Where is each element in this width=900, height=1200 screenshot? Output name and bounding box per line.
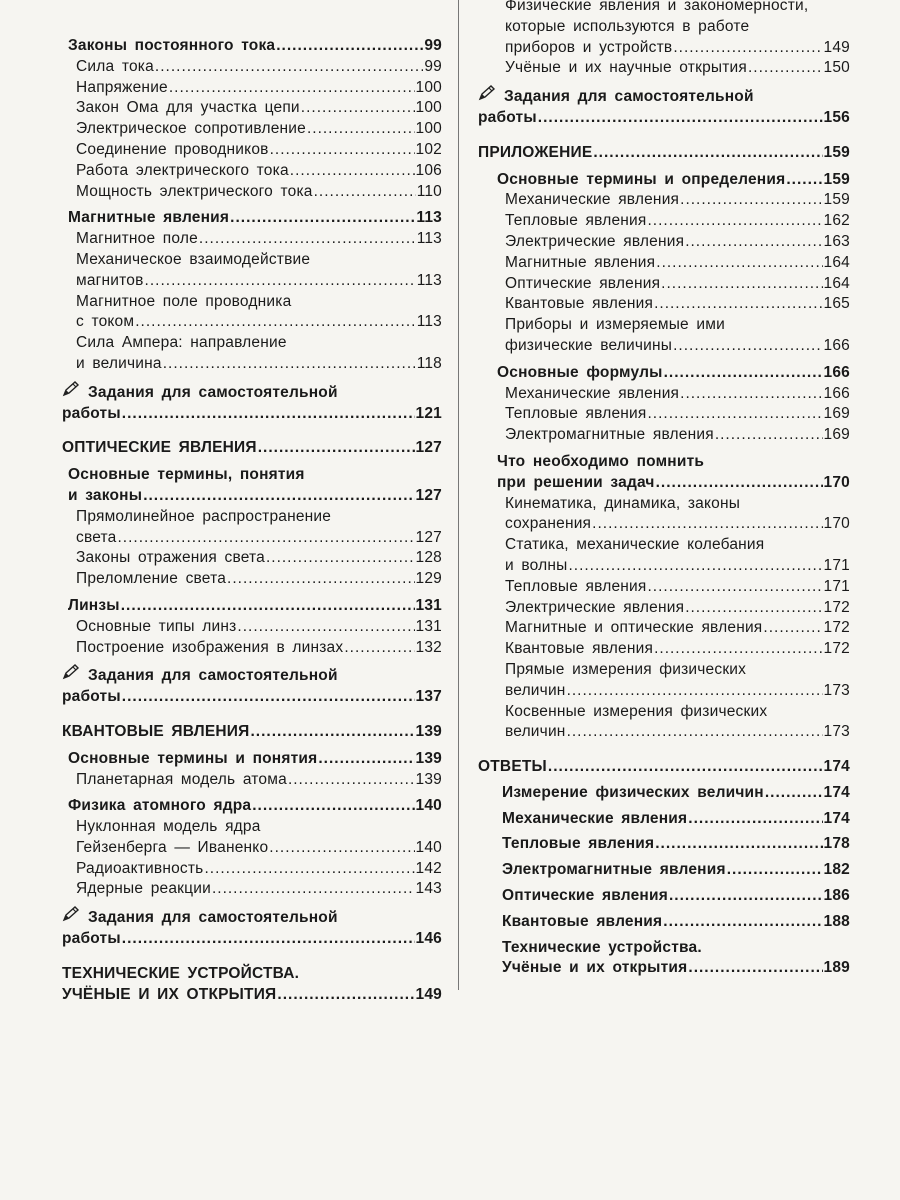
toc-entry-item[interactable] — [62, 182, 442, 203]
toc-entry-sub[interactable] — [478, 452, 850, 494]
dot-leader — [314, 182, 416, 203]
toc-entry-item[interactable] — [62, 817, 442, 859]
toc-entry-title: Законы отражения света — [76, 549, 265, 567]
toc-entry-task[interactable] — [62, 381, 442, 425]
toc-entry-title: Радиоактивность — [76, 859, 204, 877]
toc-entry-title: Задания для самостоятельной — [88, 667, 338, 685]
page-number: 139 — [415, 722, 442, 740]
dot-leader — [122, 929, 415, 950]
toc-entry-title: Прямолинейное распространение — [76, 507, 332, 525]
dot-leader — [727, 860, 823, 881]
toc-entry-item[interactable] — [478, 315, 850, 357]
toc-entry-title: и законы — [68, 486, 143, 504]
page-number: 113 — [416, 230, 442, 248]
dot-leader — [688, 809, 822, 830]
toc-entry-item[interactable] — [62, 569, 442, 590]
toc-entry-title: Гейзенберга — Иваненко — [76, 838, 269, 856]
toc-entry-sub[interactable] — [62, 596, 442, 617]
page-number: 170 — [823, 515, 850, 533]
page-number: 174 — [823, 758, 850, 776]
page-number: 113 — [416, 271, 442, 289]
page-number: 132 — [415, 638, 442, 656]
dot-leader — [765, 783, 823, 804]
toc-entry-sub[interactable] — [62, 208, 442, 229]
toc-entry-sub[interactable] — [478, 170, 850, 191]
toc-entry-title: света — [76, 528, 117, 546]
toc-entry-answer[interactable] — [478, 886, 850, 907]
toc-entry-title: Напряжение — [76, 78, 168, 96]
toc-entry-title: Квантовые явления — [502, 912, 663, 930]
toc-entry-title: которые используются в работе — [505, 17, 750, 35]
toc-entry-title: Квантовые явления — [505, 640, 654, 658]
dot-leader — [169, 78, 415, 99]
toc-entry-section[interactable] — [62, 722, 442, 743]
toc-entry-title: Кинематика, динамика, законы — [505, 494, 741, 512]
toc-entry-item[interactable] — [62, 859, 442, 880]
page-number: 159 — [823, 191, 850, 209]
toc-entry-item[interactable] — [478, 404, 850, 425]
toc-entry-answer[interactable] — [478, 783, 850, 804]
dot-leader — [204, 859, 414, 880]
toc-entry-item[interactable] — [478, 253, 850, 274]
page-number: 127 — [415, 528, 442, 546]
toc-entry-title: Учёные и их научные открытия — [505, 59, 747, 77]
dot-leader — [593, 143, 822, 164]
toc-entry-section[interactable] — [478, 143, 850, 164]
dot-leader — [250, 722, 414, 743]
page-number: 139 — [415, 749, 442, 767]
toc-entry-item[interactable] — [478, 211, 850, 232]
dot-leader — [715, 425, 823, 446]
toc-entry-item[interactable] — [62, 229, 442, 250]
toc-entry-title: ПРИЛОЖЕНИЕ — [478, 143, 593, 161]
toc-entry-section[interactable] — [478, 757, 850, 778]
toc-entry-title: величин — [505, 723, 566, 741]
dot-leader — [688, 958, 822, 979]
page-number: 140 — [415, 838, 442, 856]
dot-leader — [538, 108, 823, 129]
toc-entry-item[interactable] — [478, 535, 850, 577]
toc-entry-sub[interactable] — [478, 363, 850, 384]
toc-entry-item[interactable] — [62, 507, 442, 549]
dot-leader — [122, 687, 415, 708]
dot-leader — [656, 253, 822, 274]
toc-entry-title: Магнитное поле проводника — [76, 292, 292, 310]
toc-entry-title: приборов и устройств — [505, 38, 673, 56]
toc-entry-answer[interactable] — [478, 938, 850, 980]
toc-entry-item[interactable] — [478, 232, 850, 253]
toc-entry-sub[interactable] — [62, 36, 442, 57]
toc-entry-title: Учёные и их открытия — [502, 959, 688, 977]
page-number: 129 — [415, 570, 442, 588]
page-number: 166 — [823, 336, 850, 354]
toc-entry-title: Задания для самостоятельной — [88, 383, 338, 401]
toc-entry-title: Электрические явления — [505, 598, 685, 616]
toc-entry-sub[interactable] — [62, 796, 442, 817]
toc-entry-sub[interactable] — [62, 749, 442, 770]
page-number: 150 — [823, 59, 850, 77]
dot-leader — [258, 438, 415, 459]
toc-entry-item[interactable] — [62, 333, 442, 375]
dot-leader — [155, 57, 423, 78]
toc-entry-title: Закон Ома для участка цепи — [76, 99, 300, 117]
toc-entry-title: Механическое взаимодействие — [76, 250, 311, 268]
dot-leader — [648, 211, 823, 232]
toc-entry-title: Линзы — [68, 596, 120, 614]
page-number: 131 — [415, 596, 442, 614]
toc-entry-item[interactable] — [478, 660, 850, 702]
toc-entry-item[interactable] — [478, 618, 850, 639]
toc-entry-item[interactable] — [478, 598, 850, 619]
dot-leader — [117, 528, 414, 549]
page-number: 113 — [416, 313, 442, 331]
dot-leader — [307, 119, 415, 140]
page-number: 100 — [415, 120, 442, 138]
page-number: 118 — [416, 354, 442, 372]
dot-leader — [673, 336, 822, 357]
toc-entry-title: и величина — [76, 354, 162, 372]
toc-entry-title: Измерение физических величин — [502, 783, 764, 801]
dot-leader — [277, 985, 414, 1006]
toc-entry-title: Работа электрического тока — [76, 161, 289, 179]
toc-entry-item[interactable] — [478, 0, 850, 58]
toc-entry-title: Построение изображения в линзах — [76, 638, 344, 656]
toc-entry-title: Магнитные и оптические явления — [505, 619, 763, 637]
page-number: 156 — [823, 108, 850, 126]
page-number: 127 — [415, 486, 442, 504]
page-number: 170 — [823, 473, 850, 491]
toc-entry-task[interactable] — [478, 85, 850, 129]
dot-leader — [654, 294, 822, 315]
toc-entry-title: ОПТИЧЕСКИЕ ЯВЛЕНИЯ — [62, 439, 257, 457]
page-number: 163 — [823, 232, 850, 250]
page-number: 171 — [823, 577, 850, 595]
toc-entry-title: при решении задач — [497, 473, 655, 491]
dot-leader — [276, 36, 423, 57]
dot-leader — [318, 749, 414, 770]
page-number: 166 — [823, 384, 850, 402]
toc-entry-title: Механические явления — [502, 809, 688, 827]
toc-entry-item[interactable] — [62, 161, 442, 182]
page-number: 149 — [415, 985, 442, 1003]
toc-left-column — [62, 36, 442, 1005]
toc-entry-item[interactable] — [478, 294, 850, 315]
toc-entry-item[interactable] — [62, 770, 442, 791]
toc-entry-item[interactable] — [62, 98, 442, 119]
page-number: 173 — [823, 723, 850, 741]
page-number: 99 — [424, 37, 442, 54]
page-number: 131 — [415, 617, 442, 635]
dot-leader — [648, 404, 823, 425]
dot-leader — [301, 98, 415, 119]
page-number: 169 — [823, 405, 850, 423]
page-number: 102 — [415, 140, 442, 158]
toc-entry-title: ОТВЕТЫ — [478, 758, 547, 776]
toc-entry-title: Косвенные измерения физических — [505, 702, 768, 720]
toc-entry-item[interactable] — [478, 274, 850, 295]
page-number: 186 — [823, 887, 850, 905]
toc-entry-title: Сила тока — [76, 57, 154, 75]
toc-entry-section[interactable] — [62, 964, 442, 1006]
dot-leader — [237, 617, 414, 638]
toc-entry-item[interactable] — [62, 140, 442, 161]
toc-entry-answer[interactable] — [478, 809, 850, 830]
page-number: 142 — [415, 859, 442, 877]
dot-leader — [199, 229, 416, 250]
toc-entry-title: с током — [76, 313, 135, 331]
toc-entry-item[interactable] — [478, 494, 850, 536]
dot-leader — [163, 354, 416, 375]
pencil-icon — [478, 85, 496, 108]
dot-leader — [288, 770, 415, 791]
toc-entry-item[interactable] — [62, 548, 442, 569]
page-number: 127 — [415, 439, 442, 457]
toc-entry-title: работы — [62, 688, 121, 706]
page-number: 173 — [823, 681, 850, 699]
page-number: 164 — [823, 274, 850, 292]
toc-entry-title: работы — [62, 404, 121, 422]
page-number: 128 — [415, 549, 442, 567]
toc-entry-item[interactable] — [478, 639, 850, 660]
toc-entry-title: Ядерные реакции — [76, 880, 211, 898]
toc-entry-title: Физика атомного ядра — [68, 797, 252, 815]
dot-leader — [230, 208, 415, 229]
toc-entry-title: Задания для самостоятельной — [88, 909, 338, 927]
dot-leader — [227, 569, 414, 590]
toc-entry-title: Физические явления и закономерности, — [505, 0, 809, 14]
toc-entry-title: КВАНТОВЫЕ ЯВЛЕНИЯ — [62, 722, 250, 740]
page-number: 174 — [823, 809, 850, 827]
dot-leader — [669, 886, 823, 907]
toc-entry-item[interactable] — [478, 425, 850, 446]
page-number: 99 — [424, 57, 442, 75]
toc-entry-title: Электрические явления — [505, 232, 685, 250]
page-number: 159 — [823, 170, 850, 188]
toc-entry-task[interactable] — [62, 664, 442, 708]
toc-entry-title: Квантовые явления — [505, 295, 654, 313]
dot-leader — [270, 140, 415, 161]
toc-entry-item[interactable] — [62, 292, 442, 334]
page-number: 146 — [415, 930, 442, 948]
page-number: 106 — [415, 161, 442, 179]
dot-leader — [592, 514, 822, 535]
dot-leader — [135, 312, 415, 333]
dot-leader — [143, 486, 414, 507]
dot-leader — [661, 274, 822, 295]
dot-leader — [654, 639, 822, 660]
page-number: 159 — [823, 143, 850, 161]
toc-entry-title: Магнитные явления — [505, 253, 656, 271]
toc-entry-section[interactable] — [62, 438, 442, 459]
dot-leader — [673, 38, 822, 59]
toc-entry-item[interactable] — [62, 57, 442, 78]
toc-right-column — [478, 0, 850, 979]
page-number: 164 — [823, 253, 850, 271]
toc-entry-title: Технические устройства. — [502, 938, 702, 956]
dot-leader — [269, 838, 414, 859]
toc-entry-title: Магнитные явления — [68, 209, 230, 227]
page-number: 165 — [823, 295, 850, 313]
page-number: 100 — [415, 99, 442, 117]
toc-entry-title: работы — [62, 930, 121, 948]
toc-entry-title: Механические явления — [505, 384, 680, 402]
dot-leader — [786, 170, 822, 191]
toc-entry-title: Задания для самостоятельной — [504, 88, 754, 106]
toc-entry-title: УЧЁНЫЕ И ИХ ОТКРЫТИЯ — [62, 985, 277, 1003]
pencil-icon — [62, 381, 80, 404]
dot-leader — [266, 548, 415, 569]
toc-entry-item[interactable] — [62, 617, 442, 638]
toc-entry-title: Статика, механические колебания — [505, 536, 765, 554]
page-number: 162 — [823, 212, 850, 230]
toc-entry-title: Что необходимо помнить — [497, 452, 705, 470]
dot-leader — [663, 912, 822, 933]
dot-leader — [344, 638, 414, 659]
toc-entry-title: и волны — [505, 556, 568, 574]
page-number: 140 — [415, 797, 442, 815]
page-number: 188 — [823, 912, 850, 930]
toc-entry-task[interactable] — [62, 906, 442, 950]
dot-leader — [655, 834, 822, 855]
toc-entry-title: Прямые измерения физических — [505, 660, 747, 678]
toc-entry-title: Планетарная модель атома — [76, 770, 287, 788]
dot-leader — [648, 577, 823, 598]
toc-entry-answer[interactable] — [478, 860, 850, 881]
page-number: 137 — [415, 688, 442, 706]
toc-entry-title: Основные типы линз — [76, 617, 237, 635]
toc-entry-item[interactable] — [62, 250, 442, 292]
toc-entry-title: Электромагнитные явления — [502, 861, 726, 879]
dot-leader — [568, 556, 822, 577]
toc-entry-item[interactable] — [62, 638, 442, 659]
page-number: 172 — [823, 640, 850, 658]
page-number: 139 — [415, 770, 442, 788]
toc-entry-item[interactable] — [478, 58, 850, 79]
toc-entry-title: физические величины — [505, 336, 673, 354]
dot-leader — [680, 384, 822, 405]
toc-entry-answer[interactable] — [478, 834, 850, 855]
page-number: 172 — [823, 619, 850, 637]
dot-leader — [685, 598, 822, 619]
toc-entry-sub[interactable] — [62, 465, 442, 507]
dot-leader — [680, 190, 822, 211]
toc-entry-item[interactable] — [62, 78, 442, 99]
toc-entry-title: ТЕХНИЧЕСКИЕ УСТРОЙСТВА. — [62, 964, 300, 982]
page-number: 174 — [823, 783, 850, 801]
toc-entry-title: Электромагнитные явления — [505, 426, 714, 444]
toc-entry-title: сохранения — [505, 515, 592, 533]
toc-entry-title: Нуклонная модель ядра — [76, 818, 261, 836]
toc-entry-title: величин — [505, 681, 566, 699]
toc-entry-title: Тепловые явления — [502, 835, 655, 853]
toc-entry-item[interactable] — [478, 384, 850, 405]
column-divider — [458, 0, 459, 990]
page-number: 100 — [415, 78, 442, 96]
toc-entry-title: Основные формулы — [497, 363, 663, 381]
toc-entry-title: Тепловые явления — [505, 577, 647, 595]
dot-leader — [685, 232, 822, 253]
toc-entry-title: Оптические явления — [502, 887, 668, 905]
page-number: 110 — [416, 182, 442, 200]
dot-leader — [548, 757, 823, 778]
page-number: 172 — [823, 598, 850, 616]
toc-entry-item[interactable] — [62, 119, 442, 140]
page-number: 169 — [823, 426, 850, 444]
dot-leader — [212, 879, 415, 900]
toc-entry-title: Приборы и измеряемые ими — [505, 316, 725, 334]
page-number: 121 — [415, 404, 442, 422]
toc-entry-title: Тепловые явления — [505, 405, 647, 423]
page-number: 182 — [823, 861, 850, 879]
page-number: 149 — [823, 38, 850, 56]
toc-entry-title: Преломление света — [76, 570, 227, 588]
toc-entry-title: Соединение проводников — [76, 140, 269, 158]
toc-entry-title: Основные термины и понятия — [68, 749, 318, 767]
page-number: 113 — [416, 209, 442, 227]
toc-entry-item[interactable] — [62, 879, 442, 900]
dot-leader — [567, 681, 823, 702]
pencil-icon — [62, 664, 80, 687]
page-number: 171 — [823, 556, 850, 574]
page-number: 166 — [823, 363, 850, 381]
toc-entry-answer[interactable] — [478, 912, 850, 933]
toc-entry-title: Сила Ампера: направление — [76, 334, 287, 352]
toc-entry-title: магнитов — [76, 271, 144, 289]
toc-entry-item[interactable] — [478, 577, 850, 598]
toc-entry-item[interactable] — [478, 190, 850, 211]
dot-leader — [121, 596, 415, 617]
toc-entry-title: Основные термины, понятия — [68, 466, 305, 484]
page-number: 143 — [415, 880, 442, 898]
dot-leader — [145, 271, 416, 292]
dot-leader — [122, 404, 415, 425]
toc-entry-title: Законы постоянного тока — [68, 37, 276, 54]
page-number: 189 — [823, 959, 850, 977]
dot-leader — [252, 796, 414, 817]
toc-entry-title: Оптические явления — [505, 274, 661, 292]
toc-entry-item[interactable] — [478, 702, 850, 744]
toc-entry-title: работы — [478, 108, 537, 126]
toc-entry-title: Тепловые явления — [505, 212, 647, 230]
page-number: 178 — [823, 835, 850, 853]
dot-leader — [763, 618, 822, 639]
toc-entry-title: Основные термины и определения — [497, 170, 786, 188]
dot-leader — [748, 58, 823, 79]
toc-entry-title: Механические явления — [505, 191, 680, 209]
dot-leader — [290, 161, 415, 182]
toc-entry-title: Электрическое сопротивление — [76, 120, 306, 138]
pencil-icon — [62, 906, 80, 929]
dot-leader — [664, 363, 823, 384]
toc-entry-title: Магнитное поле — [76, 230, 198, 248]
toc-entry-title: Мощность электрического тока — [76, 182, 313, 200]
dot-leader — [656, 473, 823, 494]
dot-leader — [567, 722, 823, 743]
